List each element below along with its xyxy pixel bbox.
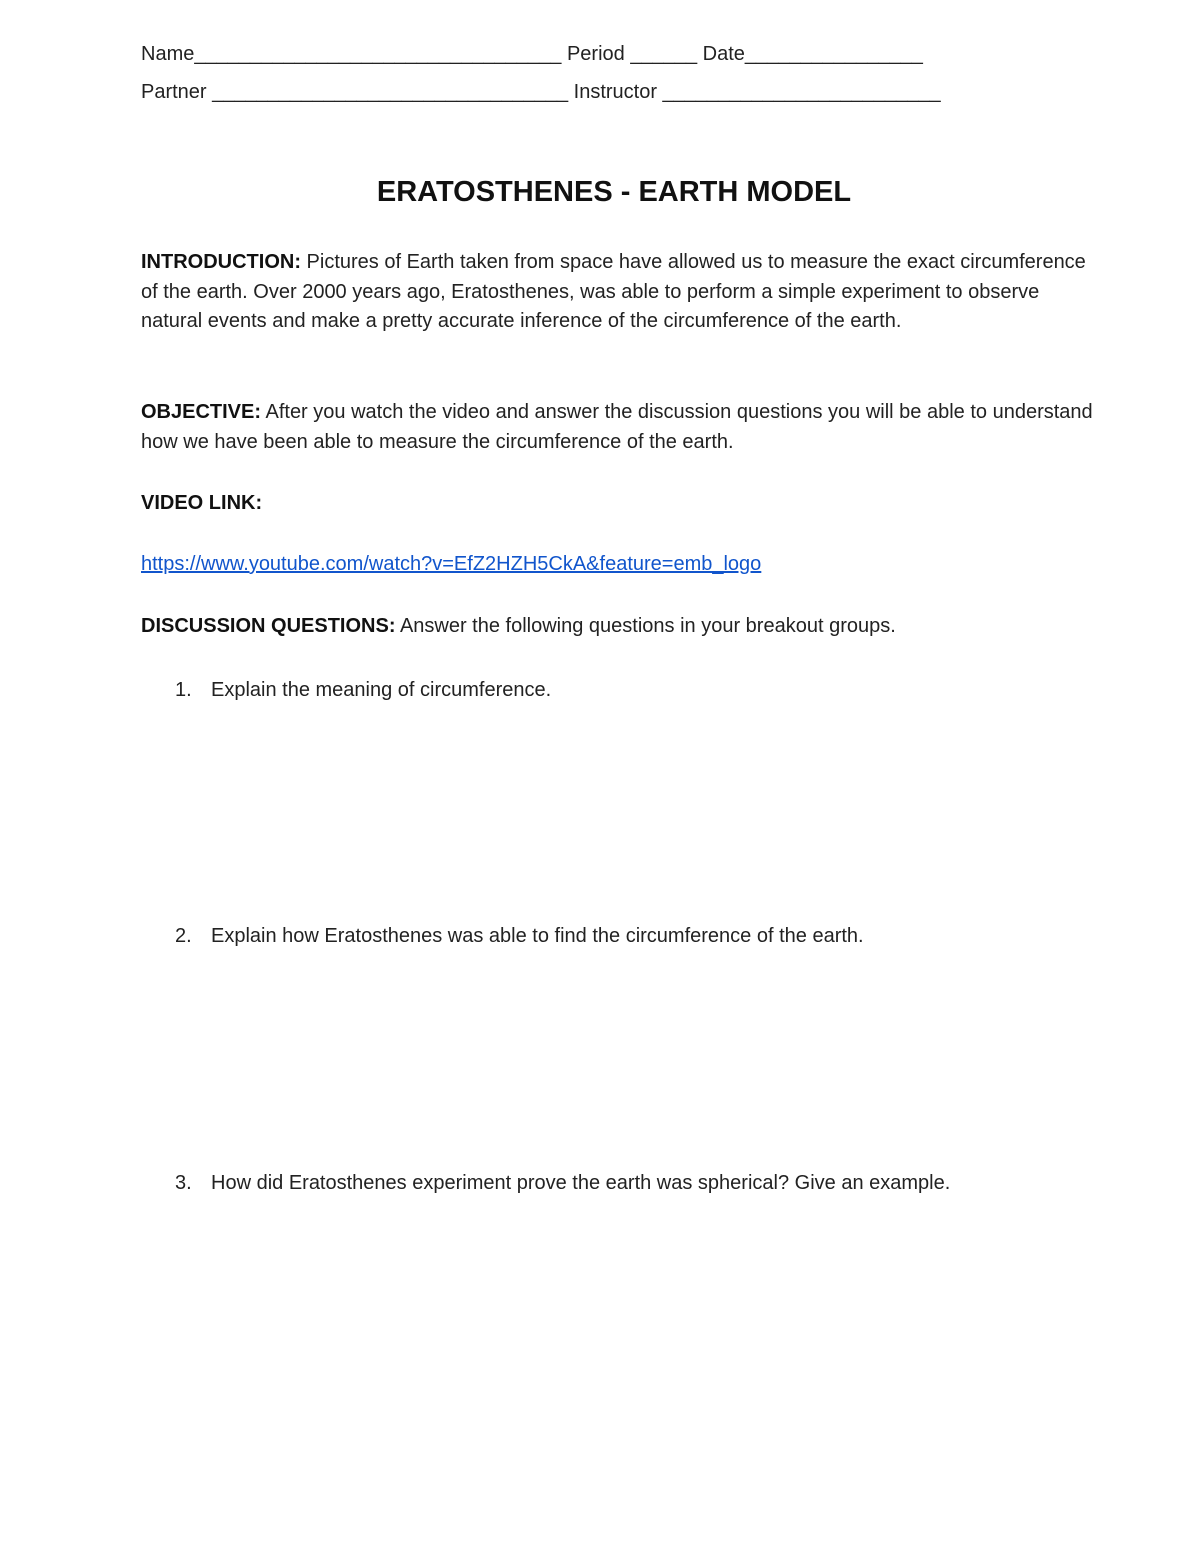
- question-number: 2.: [175, 925, 192, 947]
- question-number: 1.: [175, 679, 192, 701]
- objective-label: OBJECTIVE:: [141, 401, 262, 423]
- question-text: Explain how Eratosthenes was able to find the circumference of the earth.: [211, 925, 864, 947]
- question-item: [141, 1169, 1101, 1197]
- question-text: Explain the meaning of circumference.: [211, 679, 552, 701]
- question-number: 3.: [175, 1172, 192, 1194]
- video-link[interactable]: https://www.youtube.com/watch?v=EfZ2HZH5CkA&feature=emb_logo: [141, 553, 762, 575]
- introduction-label: INTRODUCTION:: [141, 251, 301, 273]
- name-period-date-line: Name_________________________________ Period ______ Date________________: [141, 43, 923, 65]
- discussion-label: DISCUSSION QUESTIONS:: [141, 615, 396, 637]
- introduction-text: Pictures of Earth taken from space have allowed us to measure the exact circumference of the earth. Over 2000 years ago, Eratosthenes, was able to perform a simple experiment to observe natural events and make a pretty accurate inference of the circumference of the earth.: [141, 251, 1086, 333]
- question-item: [141, 676, 1101, 704]
- discussion-paragraph: [141, 612, 1101, 642]
- page-title: ERATOSTHENES - EARTH MODEL: [376, 176, 852, 208]
- introduction-paragraph: [141, 248, 1101, 337]
- discussion-text: Answer the following questions in your breakout groups.: [395, 615, 896, 637]
- question-item: [141, 922, 1101, 950]
- question-text: How did Eratosthenes experiment prove the earth was spherical? Give an example.: [211, 1172, 951, 1194]
- video-link-paragraph: [141, 550, 1101, 580]
- partner-instructor-line: Partner ________________________________ Instructor _________________________: [141, 81, 941, 103]
- video-link-heading: [141, 489, 1101, 519]
- objective-text: After you watch the video and answer the discussion questions you will be able to understand how we have been able to measure the circumference of the earth.: [141, 401, 1093, 453]
- video-link-label: VIDEO LINK:: [141, 492, 263, 514]
- objective-paragraph: [141, 398, 1101, 457]
